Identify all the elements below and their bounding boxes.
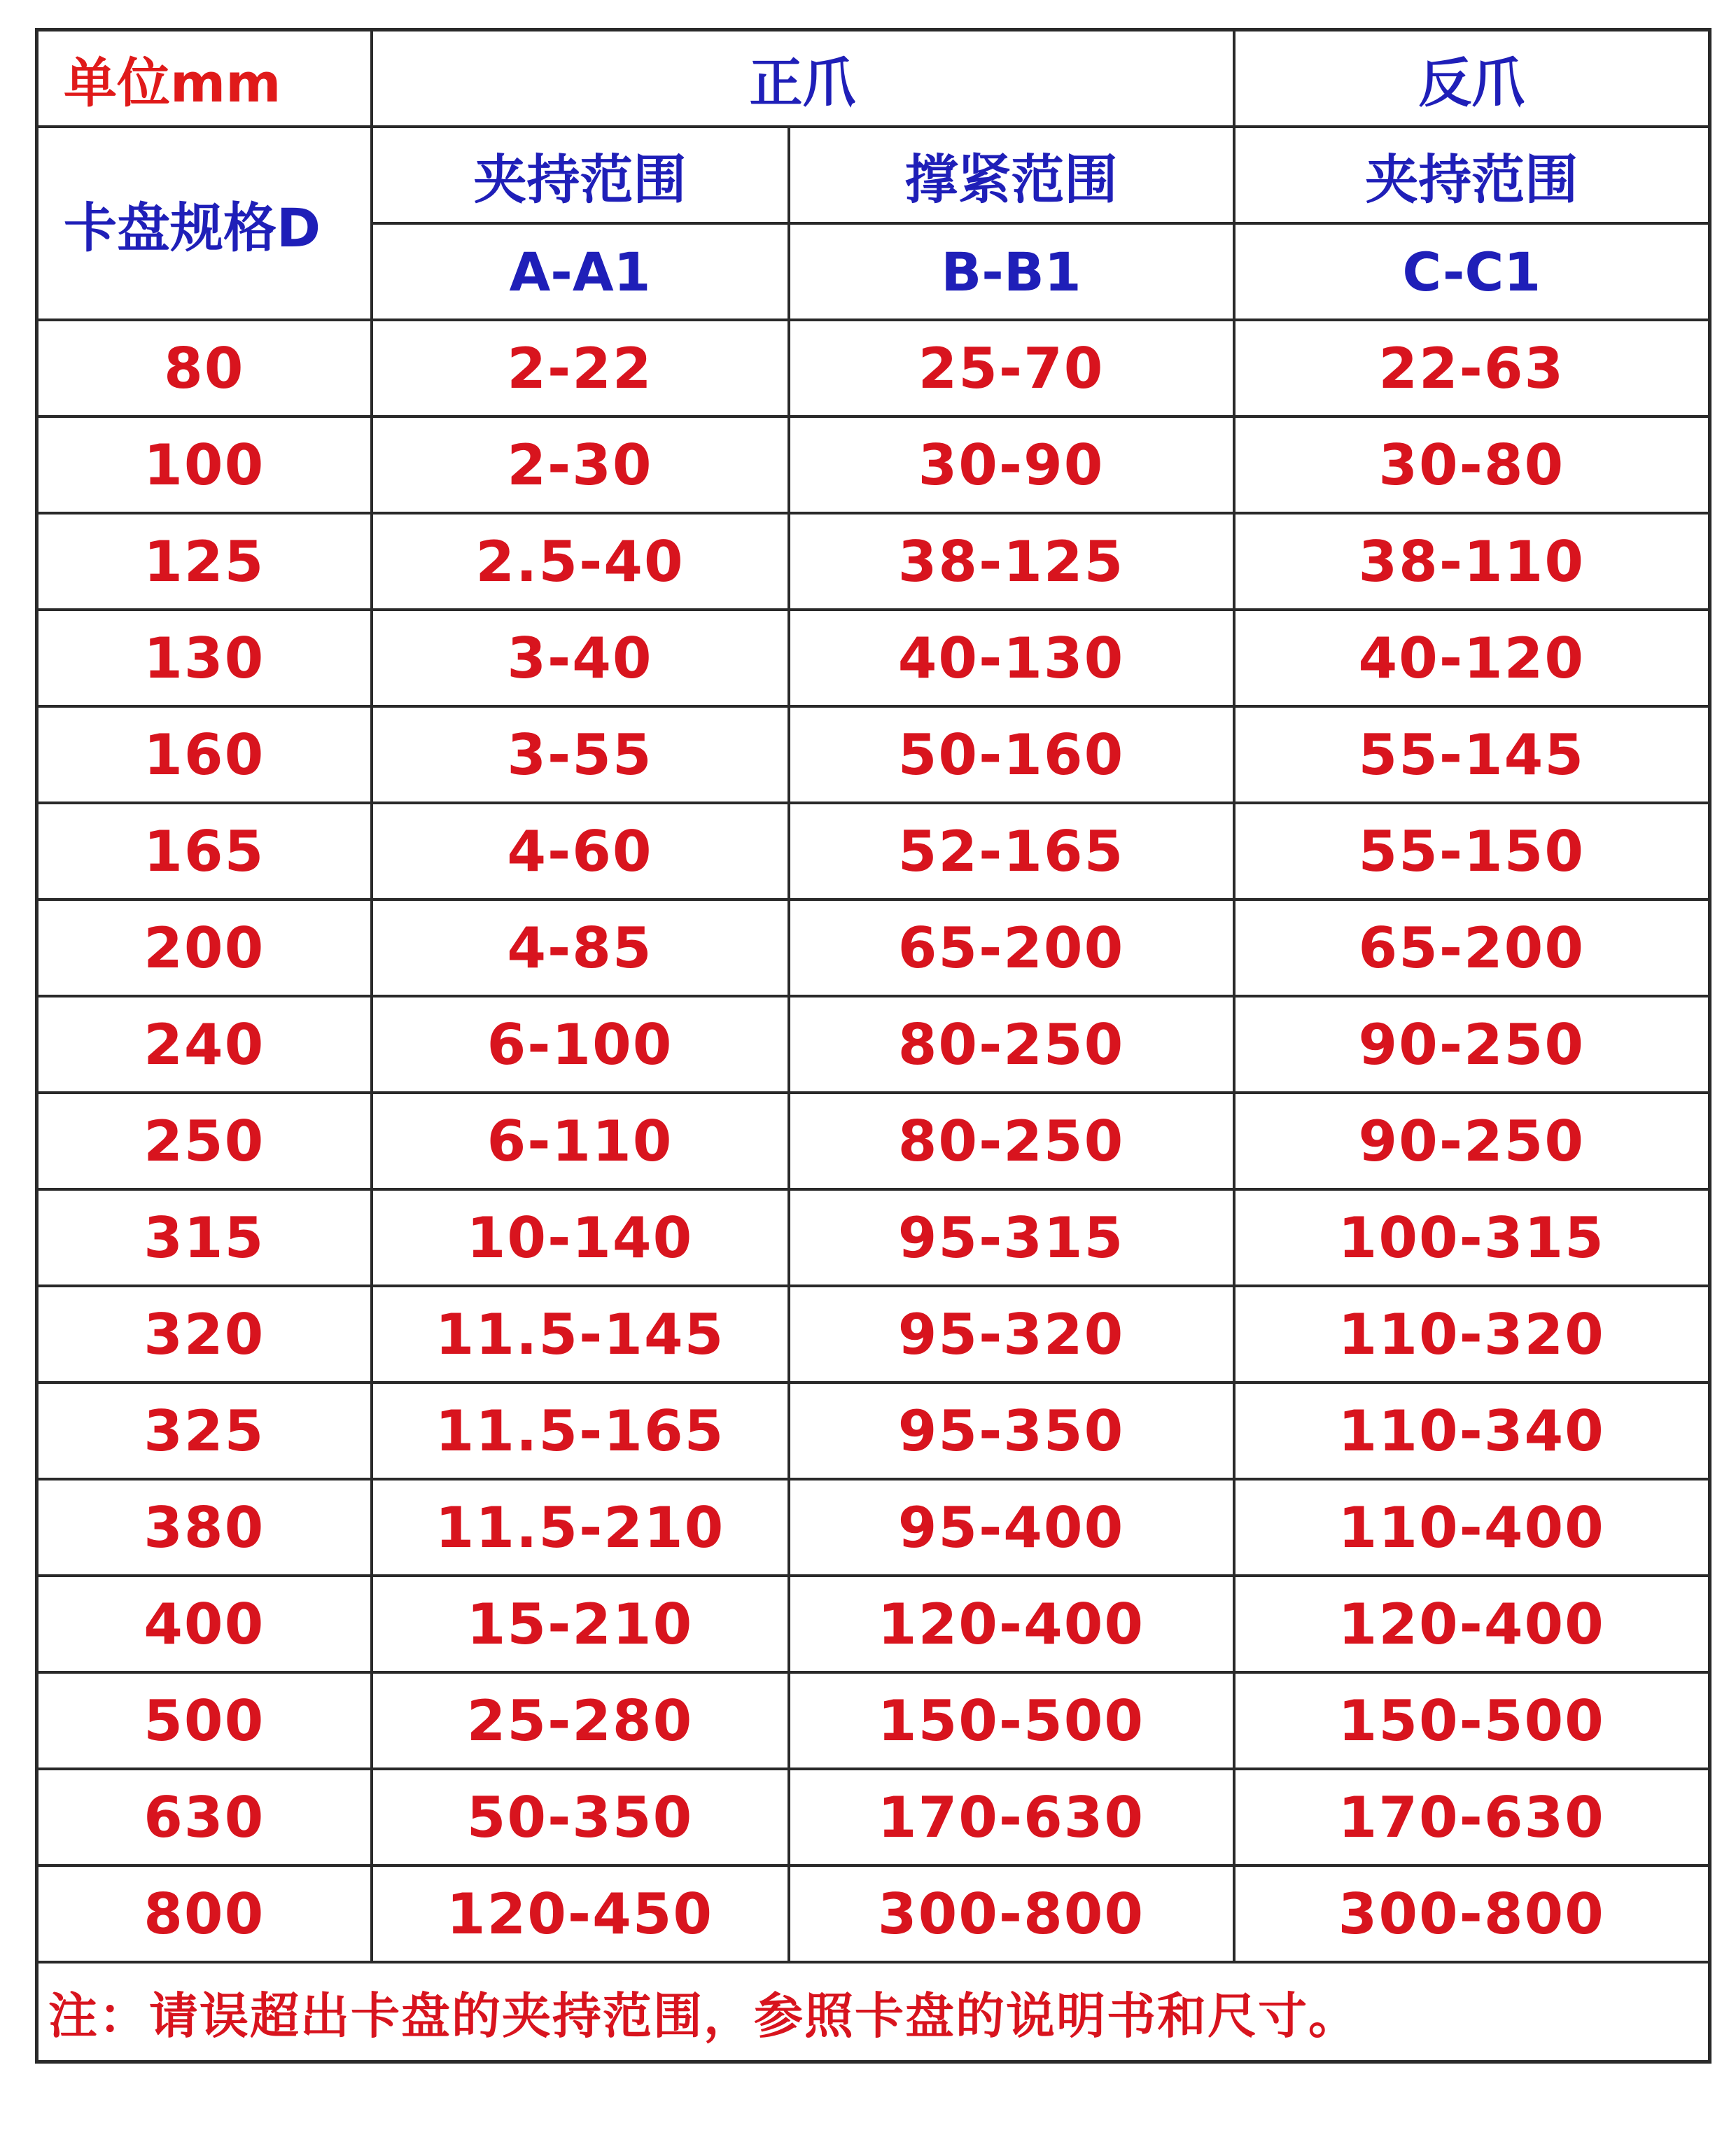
reverse-jaw-header: 反爪 (1234, 30, 1710, 127)
table-row (37, 899, 1710, 996)
clamp-range-cell: 2.5-40 (372, 513, 789, 610)
reverse-clamp-range-cell: 22-63 (1234, 320, 1710, 416)
reverse-clamp-range-cell: 300-800 (1234, 1865, 1710, 1962)
clamp-range-cell: 4-60 (372, 803, 789, 899)
reverse-clamp-range-cell: 110-400 (1234, 1479, 1710, 1576)
front-jaw-header: 正爪 (372, 30, 1234, 127)
reverse-clamp-range-header: 夹持范围 (1234, 127, 1710, 223)
brace-range-cell: 52-165 (789, 803, 1234, 899)
brace-range-cell: 95-320 (789, 1286, 1234, 1382)
table-row (37, 803, 1710, 899)
chuck-spec-table (35, 28, 1712, 2064)
clamp-range-cell: 15-210 (372, 1576, 789, 1672)
table-row (37, 1865, 1710, 1962)
brace-range-cell: 38-125 (789, 513, 1234, 610)
reverse-clamp-range-cell: 40-120 (1234, 610, 1710, 706)
table-row (37, 1769, 1710, 1865)
brace-range-cell: 95-315 (789, 1189, 1234, 1286)
reverse-clamp-range-cell: 110-340 (1234, 1382, 1710, 1479)
chuck-size-cell: 100 (37, 416, 372, 513)
clamp-range-cell: 11.5-210 (372, 1479, 789, 1576)
brace-range-cell: 80-250 (789, 1093, 1234, 1189)
brace-range-header: 撑紧范围 (789, 127, 1234, 223)
chuck-size-cell: 80 (37, 320, 372, 416)
brace-range-cell: 50-160 (789, 706, 1234, 803)
brace-range-cell: 170-630 (789, 1769, 1234, 1865)
clamp-range-cell: 2-30 (372, 416, 789, 513)
clamp-range-cell: 25-280 (372, 1672, 789, 1769)
chuck-size-cell: 125 (37, 513, 372, 610)
table-row (37, 513, 1710, 610)
brace-range-cell: 95-400 (789, 1479, 1234, 1576)
table-body (37, 30, 1710, 2062)
clamp-range-cell: 3-55 (372, 706, 789, 803)
table-row (37, 1672, 1710, 1769)
table-row (37, 1189, 1710, 1286)
clamp-range-cell: 11.5-145 (372, 1286, 789, 1382)
brace-range-cell: 300-800 (789, 1865, 1234, 1962)
clamp-range-cell: 10-140 (372, 1189, 789, 1286)
header-row-1 (37, 30, 1710, 127)
code-a-header: A-A1 (372, 223, 789, 320)
table-row (37, 1576, 1710, 1672)
chuck-size-cell: 160 (37, 706, 372, 803)
clamp-range-cell: 6-110 (372, 1093, 789, 1189)
clamp-range-cell: 120-450 (372, 1865, 789, 1962)
reverse-clamp-range-cell: 55-145 (1234, 706, 1710, 803)
reverse-clamp-range-cell: 170-630 (1234, 1769, 1710, 1865)
brace-range-cell: 150-500 (789, 1672, 1234, 1769)
brace-range-cell: 30-90 (789, 416, 1234, 513)
reverse-clamp-range-cell: 110-320 (1234, 1286, 1710, 1382)
reverse-clamp-range-cell: 65-200 (1234, 899, 1710, 996)
table-row (37, 416, 1710, 513)
chuck-size-cell: 315 (37, 1189, 372, 1286)
brace-range-cell: 80-250 (789, 996, 1234, 1093)
chuck-size-cell: 320 (37, 1286, 372, 1382)
clamp-range-cell: 50-350 (372, 1769, 789, 1865)
header-row-2 (37, 127, 1710, 223)
chuck-size-cell: 130 (37, 610, 372, 706)
reverse-clamp-range-cell: 30-80 (1234, 416, 1710, 513)
chuck-size-cell: 630 (37, 1769, 372, 1865)
reverse-clamp-range-cell: 90-250 (1234, 996, 1710, 1093)
chuck-size-cell: 240 (37, 996, 372, 1093)
chuck-size-cell: 500 (37, 1672, 372, 1769)
clamp-range-cell: 11.5-165 (372, 1382, 789, 1479)
brace-range-cell: 65-200 (789, 899, 1234, 996)
clamp-range-cell: 4-85 (372, 899, 789, 996)
table-row (37, 320, 1710, 416)
brace-range-cell: 40-130 (789, 610, 1234, 706)
reverse-clamp-range-cell: 38-110 (1234, 513, 1710, 610)
table-row (37, 706, 1710, 803)
footnote-text: 注：请误超出卡盘的夹持范围，参照卡盘的说明书和尺寸。 (37, 1962, 1710, 2062)
reverse-clamp-range-cell: 55-150 (1234, 803, 1710, 899)
code-b-header: B-B1 (789, 223, 1234, 320)
chuck-size-cell: 200 (37, 899, 372, 996)
table-row (37, 1382, 1710, 1479)
clamp-range-header: 夹持范围 (372, 127, 789, 223)
brace-range-cell: 120-400 (789, 1576, 1234, 1672)
brace-range-cell: 25-70 (789, 320, 1234, 416)
chuck-size-cell: 165 (37, 803, 372, 899)
table-row (37, 1286, 1710, 1382)
chuck-spec-label: 卡盘规格D (37, 127, 372, 320)
chuck-size-cell: 800 (37, 1865, 372, 1962)
table-row (37, 996, 1710, 1093)
table-row (37, 610, 1710, 706)
reverse-clamp-range-cell: 150-500 (1234, 1672, 1710, 1769)
clamp-range-cell: 6-100 (372, 996, 789, 1093)
brace-range-cell: 95-350 (789, 1382, 1234, 1479)
chuck-size-cell: 325 (37, 1382, 372, 1479)
clamp-range-cell: 3-40 (372, 610, 789, 706)
reverse-clamp-range-cell: 100-315 (1234, 1189, 1710, 1286)
note-row (37, 1962, 1710, 2062)
reverse-clamp-range-cell: 90-250 (1234, 1093, 1710, 1189)
chuck-size-cell: 250 (37, 1093, 372, 1189)
chuck-size-cell: 380 (37, 1479, 372, 1576)
code-c-header: C-C1 (1234, 223, 1710, 320)
unit-label: 单位mm (37, 30, 372, 127)
table-row (37, 1479, 1710, 1576)
clamp-range-cell: 2-22 (372, 320, 789, 416)
reverse-clamp-range-cell: 120-400 (1234, 1576, 1710, 1672)
chuck-size-cell: 400 (37, 1576, 372, 1672)
table-row (37, 1093, 1710, 1189)
